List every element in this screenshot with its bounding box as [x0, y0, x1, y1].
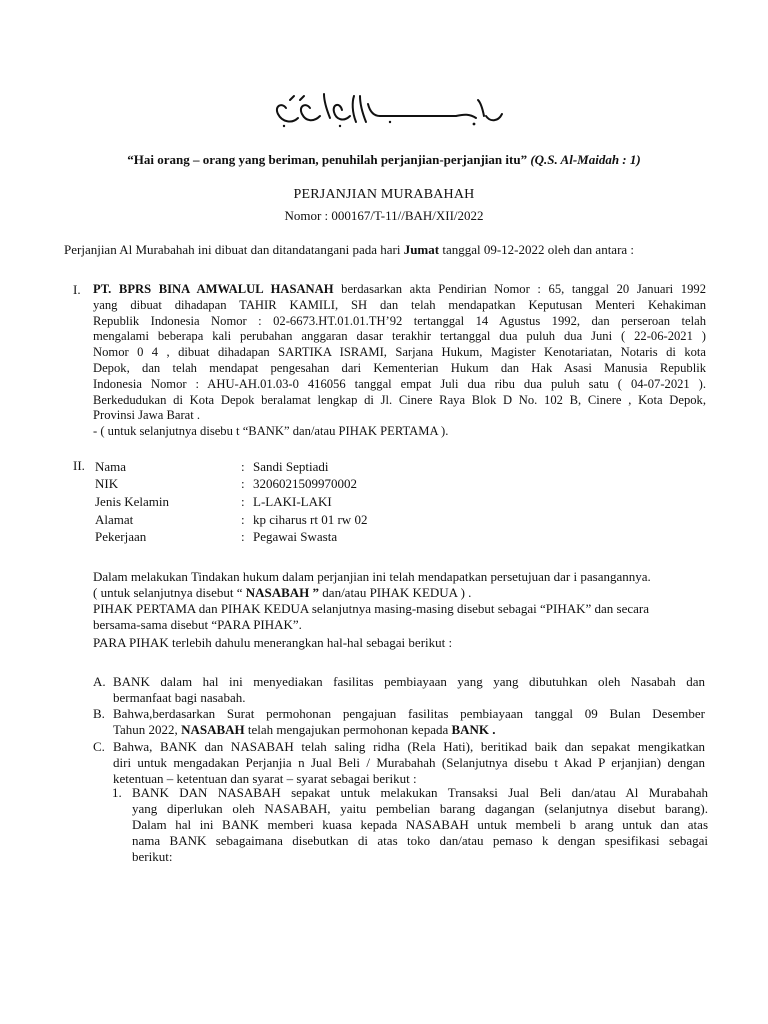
field-colon: : — [241, 494, 245, 509]
joint-statement-line-2: bersama-sama disebut “PARA PIHAK”. — [93, 617, 302, 632]
recital-item-a — [93, 674, 708, 708]
field-label: Alamat — [95, 512, 134, 527]
recital-item-c — [93, 739, 708, 789]
recital-marker: B. — [93, 706, 105, 721]
field-colon: : — [241, 529, 245, 544]
party-one-description — [93, 282, 706, 440]
field-row-nama — [95, 459, 495, 476]
party-two-number: II. — [73, 458, 85, 473]
recital-marker: A. — [93, 674, 106, 689]
basmalah-icon — [270, 92, 506, 132]
party-one-line: Provinsi Jawa Barat . — [93, 408, 201, 423]
document-title: PERJANJIAN MURABAHAH — [293, 187, 475, 202]
field-colon: : — [241, 459, 245, 474]
quran-quote — [0, 152, 768, 168]
party-one-name: PT. BPRS BINA AMWALUL HASANAH — [93, 282, 334, 296]
recital-body: Bahwa, BANK dan NASABAH telah saling ridha (Rela Hati), beritikad baik dan sepakat mengikatkan diri untuk mengadakan Perjanjia n Jual Beli / Murabahah (Selanjutnya disebu t Akad P erjanjian) dengan ketentuan – ketentuan dan syarat – syarat sebagai berikut : — [113, 739, 705, 786]
recital-body: Bahwa,berdasarkan Surat permohonan pengajuan fasilitas pembiayaan tanggal 09 Bulan Desember Tahun 2022, NASABAH telah mengajukan permohonan kepada BANK . — [113, 706, 705, 737]
field-row-nik — [95, 476, 495, 493]
party-one-number: I. — [73, 282, 81, 297]
field-value: Pegawai Swasta — [253, 529, 338, 544]
party-two-alias: ( untuk selanjutnya disebut “ NASABAH ” dan/atau PIHAK KEDUA ) . — [93, 585, 472, 600]
party-one-line: Republik Indonesia Nomor : 02-6673.HT.01.01.TH’92 tertanggal 14 Agustus 1992, dan perseroan telah — [93, 313, 706, 328]
explain-statement: PARA PIHAK terlebih dahulu menerangkan hal-hal sebagai berikut : — [93, 635, 453, 650]
party-one-line: PT. BPRS BINA AMWALUL HASANAH berdasarkan akta Pendirian Nomor : 65, tanggal 20 Januari 1992 — [93, 282, 706, 296]
party-one-line: yang dibuat dihadapan TAHIR KAMILI, SH dan telah mendapatkan Keputusan Menteri Kehakiman — [93, 297, 706, 312]
sub-item-body: BANK DAN NASABAH sepakat untuk melakukan Transaksi Jual Beli dan/atau Al Murabahah yang diperlukan oleh NASABAH, yaitu pembelian barang dagangan (selanjutnya disebut barang). Dalam hal ini BANK memberi kuasa kepada NASABAH untuk membeli b arang untuk dan atas nama BANK sebagaimana disebutkan di atas toko dan/atau pemaso k dengan spesifikasi sebagai berikut: — [132, 785, 708, 864]
field-row-alamat — [95, 512, 495, 529]
field-value: kp ciharus rt 01 rw 02 — [253, 512, 368, 527]
party-one-line: Depok, dan telah mendapat pengesahan dari Kementerian Hukum dan Hak Asasi Manusia Republik — [93, 360, 706, 375]
quote-text: “Hai orang – orang yang beriman, penuhilah perjanjian-perjanjian itu” — [127, 152, 528, 167]
field-colon: : — [241, 476, 245, 491]
party-one-alias: - ( untuk selanjutnya disebu t “BANK” dan/atau PIHAK PERTAMA ). — [93, 424, 449, 439]
opening-pre: Perjanjian Al Murabahah ini dibuat dan ditandatangani pada hari — [64, 242, 404, 257]
nasabah-label: NASABAH ” — [245, 585, 320, 600]
field-label: Jenis Kelamin — [95, 494, 170, 509]
party-one-line: mengalami beberapa kali perubahan anggaran dasar terakhir tertanggal dua puluh dua Juni ( 22-06-2021 ) — [93, 329, 706, 344]
document-number: Nomor : 000167/T-11//BAH/XII/2022 — [284, 208, 484, 223]
party-one-line: Berkedudukan di Kota Depok beralamat lengkap di Jl. Cinere Raya Blok D No. 102 B, Cinere , Kota Depok, — [93, 392, 706, 407]
recital-item-b — [93, 706, 708, 740]
basmalah-calligraphy — [270, 92, 506, 132]
field-colon: : — [241, 512, 245, 527]
quote-reference: (Q.S. Al-Maidah : 1) — [530, 152, 641, 167]
opening-statement — [64, 242, 714, 258]
recital-marker: C. — [93, 739, 105, 754]
consent-statement: Dalam melakukan Tindakan hukum dalam perjanjian ini telah mendapatkan persetujuan dar i pasangannya. — [93, 569, 651, 584]
field-label: Pekerjaan — [95, 529, 147, 544]
sub-item-marker: 1. — [112, 785, 122, 800]
field-label: NIK — [95, 476, 119, 491]
field-value: 3206021509970002 — [253, 476, 357, 491]
party-one-line: Nomor 0 4 , dibuat dihadapan SARTIKA ISRAMI, Sarjana Hukum, Magister Kenotariatan, Notaris di kota — [93, 345, 706, 360]
field-label: Nama — [95, 459, 127, 474]
field-row-pekerjaan — [95, 529, 495, 546]
field-value: Sandi Septiadi — [253, 459, 329, 474]
party-one-line: Indonesia Nomor : AHU-AH.01.03-0 416056 tanggal empat Juli dua ribu dua puluh satu ( 04-07-2021 ). — [93, 376, 706, 391]
recital-body: BANK dalam hal ini menyediakan fasilitas pembiayaan yang yang dibutuhkan oleh Nasabah dan bermanfaat bagi nasabah. — [113, 674, 705, 705]
joint-statement-line-1: PIHAK PERTAMA dan PIHAK KEDUA selanjutnya masing-masing disebut sebagai “PIHAK” dan secara — [93, 601, 649, 616]
opening-day: Jumat — [403, 242, 440, 257]
field-value: L-LAKI-LAKI — [253, 494, 332, 509]
opening-post: tanggal 09-12-2022 oleh dan antara : — [439, 242, 635, 257]
field-row-jenis-kelamin — [95, 494, 495, 511]
sub-item-1 — [112, 785, 708, 867]
